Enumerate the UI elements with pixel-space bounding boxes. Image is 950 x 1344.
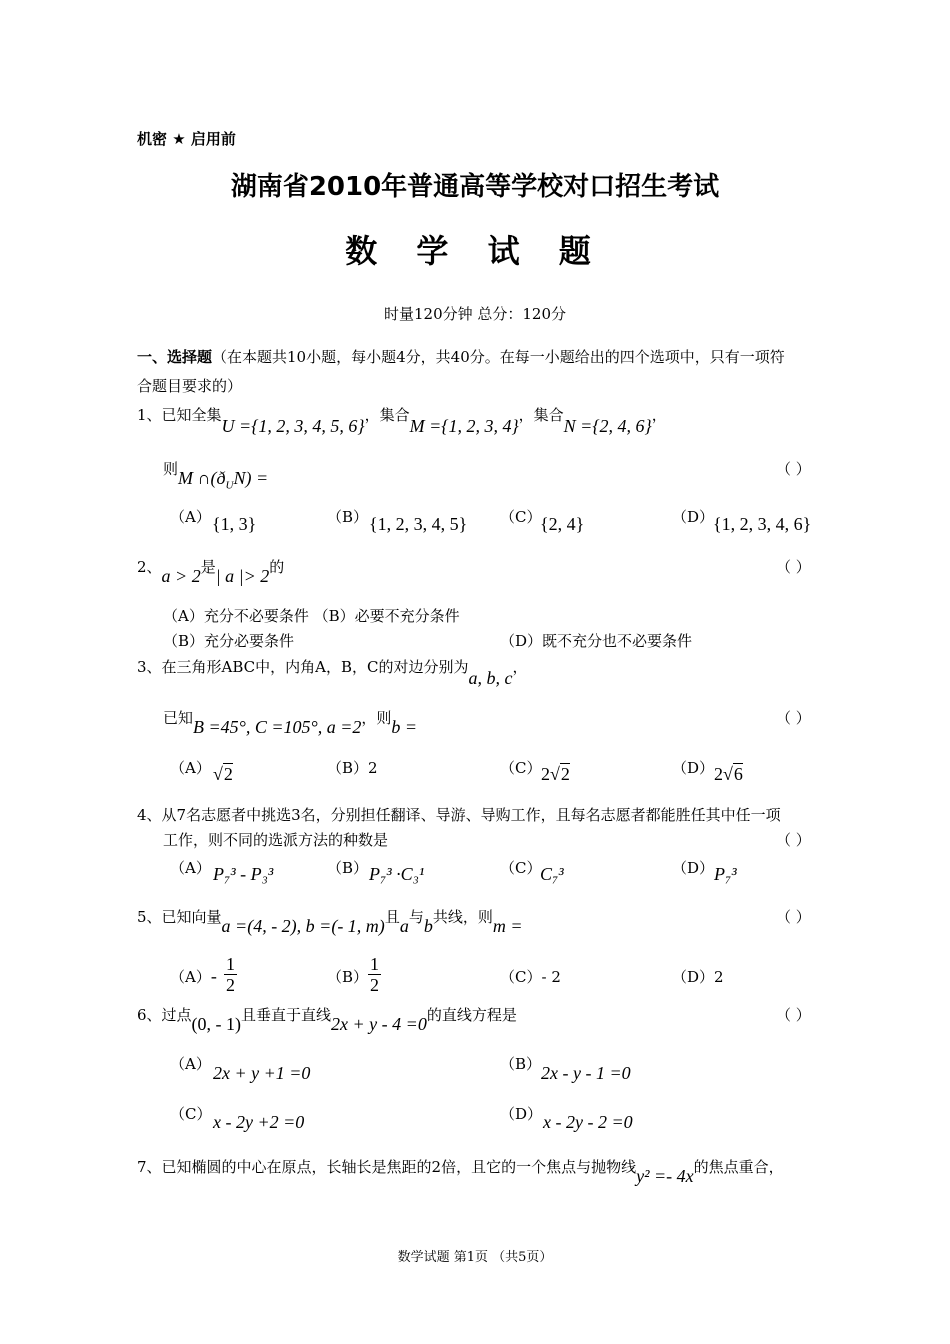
question-2 (137, 556, 285, 586)
q6-number: 6、过点 (137, 1006, 192, 1024)
q3-option-c-coef: 2 (541, 764, 550, 784)
q6-option-c: x - 2y +2 =0 (213, 1112, 305, 1132)
q6-line: 2x + y - 4 =0 (331, 1014, 427, 1034)
q4-line2: 工作，则不同的选派方法的种数是 (163, 831, 389, 849)
confidential-mark: 机密 ★ 启用前 (137, 130, 236, 148)
q5-number: 5、已知向量 (137, 908, 222, 926)
time-info: 时量120分钟 总分：120分 (383, 305, 567, 323)
q3-sides: a, b, c (468, 668, 513, 688)
q5-yu: 与 (408, 908, 424, 926)
q6-end: 的直线方程是 (426, 1006, 517, 1024)
q5-vec-b: b (423, 916, 433, 936)
q1-question-line (163, 458, 269, 492)
q1-end: ， (651, 406, 667, 424)
q4-option-d-label: （D） (672, 859, 715, 877)
q1-universal-set: U ={1, 2, 3, 4, 5, 6} (221, 416, 365, 436)
q3-option-d-radicand: 6 (733, 764, 743, 784)
q1-sep2: ，集合 (518, 406, 564, 424)
q3-b-eq: b = (391, 717, 418, 737)
q5-b-numerator: 1 (370, 954, 379, 974)
q5-collinear: 共线，则 (432, 908, 493, 926)
q6-mid: 且垂直于直线 (241, 1006, 332, 1024)
q7-text: 7、已知椭圆的中心在原点，长轴长是焦距的2倍，且它的一个焦点与抛物线 (137, 1158, 637, 1176)
q1-sep1: ，集合 (364, 406, 410, 424)
q6-option-d-label: （D） (500, 1105, 543, 1123)
q7-end: 的焦点重合， (693, 1158, 784, 1176)
q6-option-d: x - 2y - 2 =0 (543, 1112, 633, 1132)
q3-yizhi: 已知 (163, 709, 194, 727)
section1-intro (137, 346, 785, 367)
q3-condition-line (163, 707, 418, 737)
q4-option-b: P₇³ ·C₃¹ (369, 864, 425, 884)
q5-option-b-label: （B） (327, 968, 369, 986)
q3-option-a-radicand: 2 (223, 764, 233, 784)
q2-shi: 是 (200, 558, 216, 576)
q3-option-a: √2 (213, 764, 233, 784)
q4-option-a-label: （A） (170, 859, 211, 877)
q1-answer-blank: （ ） (776, 460, 811, 478)
q3-option-c: 2√2 (541, 764, 570, 784)
q1-option-b: {1, 2, 3, 4, 5} (369, 514, 468, 534)
q5-option-b-fraction (368, 954, 381, 995)
q3-option-d-coef: 2 (714, 764, 723, 784)
section1-heading: 一、选择题 (137, 348, 213, 366)
question-7 (137, 1156, 784, 1186)
q5-a-numerator: 1 (226, 954, 235, 974)
q1-number: 1、已知全集 (137, 406, 222, 424)
q7-parabola: y² =- 4x (636, 1166, 694, 1186)
exam-title: 湖南省2010年普通高等学校对口招生考试 (230, 172, 720, 202)
section1-intro-line1: （在本题共10小题，每小题4分，共40分。在每一小题给出的四个选项中，只有一项符 (212, 348, 785, 366)
question-6 (137, 1004, 517, 1034)
q4-option-d: P₇³ (714, 864, 737, 884)
q5-vectors: a =(4, - 2), b =(- 1, m) (221, 916, 385, 936)
q3-option-b: （B）2 (327, 759, 378, 777)
section1-intro-line2: 合题目要求的） (137, 377, 243, 395)
question-1 (137, 404, 667, 436)
q1-option-c: {2, 4} (540, 514, 585, 534)
q5-vec-a: a (399, 916, 409, 936)
q6-point: (0, - 1) (191, 1014, 242, 1034)
q6-option-b: 2x - y - 1 =0 (541, 1063, 631, 1083)
q1-expr-part1: M ∩(ð (178, 468, 226, 488)
q1-expr-part2: N) = (233, 468, 269, 488)
q6-answer-blank: （ ） (776, 1006, 811, 1024)
q6-option-a-label: （A） (170, 1055, 211, 1073)
q5-option-c: （C）- 2 (500, 968, 561, 986)
q5-a-denominator: 2 (226, 975, 235, 995)
q5-option-a-label: （A） (170, 968, 211, 986)
question-5 (137, 906, 523, 936)
q4-line1: 4、从7名志愿者中挑选3名，分别担任翻译、导游、导购工作，且每名志愿者都能胜任其中任一项 (137, 806, 781, 824)
q2-option-c: （B）充分必要条件 (163, 632, 295, 650)
q2-options-row1: （A）充分不必要条件 （B）必要不充分条件 (163, 607, 460, 625)
q4-option-c-label: （C） (500, 859, 542, 877)
question-3 (137, 656, 528, 688)
q6-option-c-label: （C） (170, 1105, 212, 1123)
q2-de: 的 (269, 558, 285, 576)
q2-answer-blank: （ ） (776, 558, 811, 576)
q1-ze: 则 (163, 460, 179, 478)
q1-set-m: M ={1, 2, 3, 4} (409, 416, 519, 436)
page-footer: 数学试题 第1页 （共5页） (397, 1250, 553, 1265)
q4-option-a: P₇³ - P₃³ (213, 864, 274, 884)
q5-option-a-sign: - (210, 966, 217, 986)
subject-title: 数 学 试 题 (345, 232, 605, 270)
q3-option-d: 2√6 (714, 764, 743, 784)
q1-option-c-label: （C） (500, 508, 542, 526)
q4-option-c: C₇³ (540, 864, 564, 884)
q5-m-eq: m = (492, 916, 523, 936)
q4-option-b-label: （B） (327, 859, 369, 877)
q3-option-d-label: （D） (672, 759, 715, 777)
q3-ze: ，则 (361, 709, 392, 727)
q5-option-a (170, 966, 217, 987)
q3-option-c-label: （C） (500, 759, 542, 777)
q3-option-c-radicand: 2 (560, 764, 570, 784)
q1-expression (178, 468, 269, 492)
q1-option-d: {1, 2, 3, 4, 6} (713, 514, 812, 534)
q3-comma: ， (512, 658, 528, 676)
q2-number: 2、 (137, 558, 162, 576)
q5-qie: 且 (384, 908, 400, 926)
q5-b-denominator: 2 (370, 975, 379, 995)
q6-option-a: 2x + y +1 =0 (213, 1063, 311, 1083)
q5-answer-blank: （ ） (776, 908, 811, 926)
q3-condition: B =45°, C =105°, a =2 (193, 717, 362, 737)
q2-option-d: （D）既不充分也不必要条件 (500, 632, 693, 650)
q1-option-a-label: （A） (170, 508, 211, 526)
q4-answer-blank: （ ） (776, 831, 811, 849)
q1-option-d-label: （D） (672, 508, 715, 526)
q2-condition: a > 2 (161, 566, 201, 586)
q5-option-d: （D）2 (672, 968, 724, 986)
q1-option-b-label: （B） (327, 508, 369, 526)
q5-option-a-fraction (224, 954, 237, 995)
q2-abs-condition: | a |> 2 (215, 566, 270, 586)
q3-option-a-label: （A） (170, 759, 211, 777)
q3-answer-blank: （ ） (776, 709, 811, 727)
q1-option-a: {1, 3} (212, 514, 257, 534)
q1-complement-sub: U (225, 479, 234, 492)
q1-set-n: N ={2, 4, 6} (563, 416, 652, 436)
q6-option-b-label: （B） (500, 1055, 542, 1073)
q3-line1: 3、在三角形ABC中，内角A，B，C的对边分别为 (137, 658, 469, 676)
